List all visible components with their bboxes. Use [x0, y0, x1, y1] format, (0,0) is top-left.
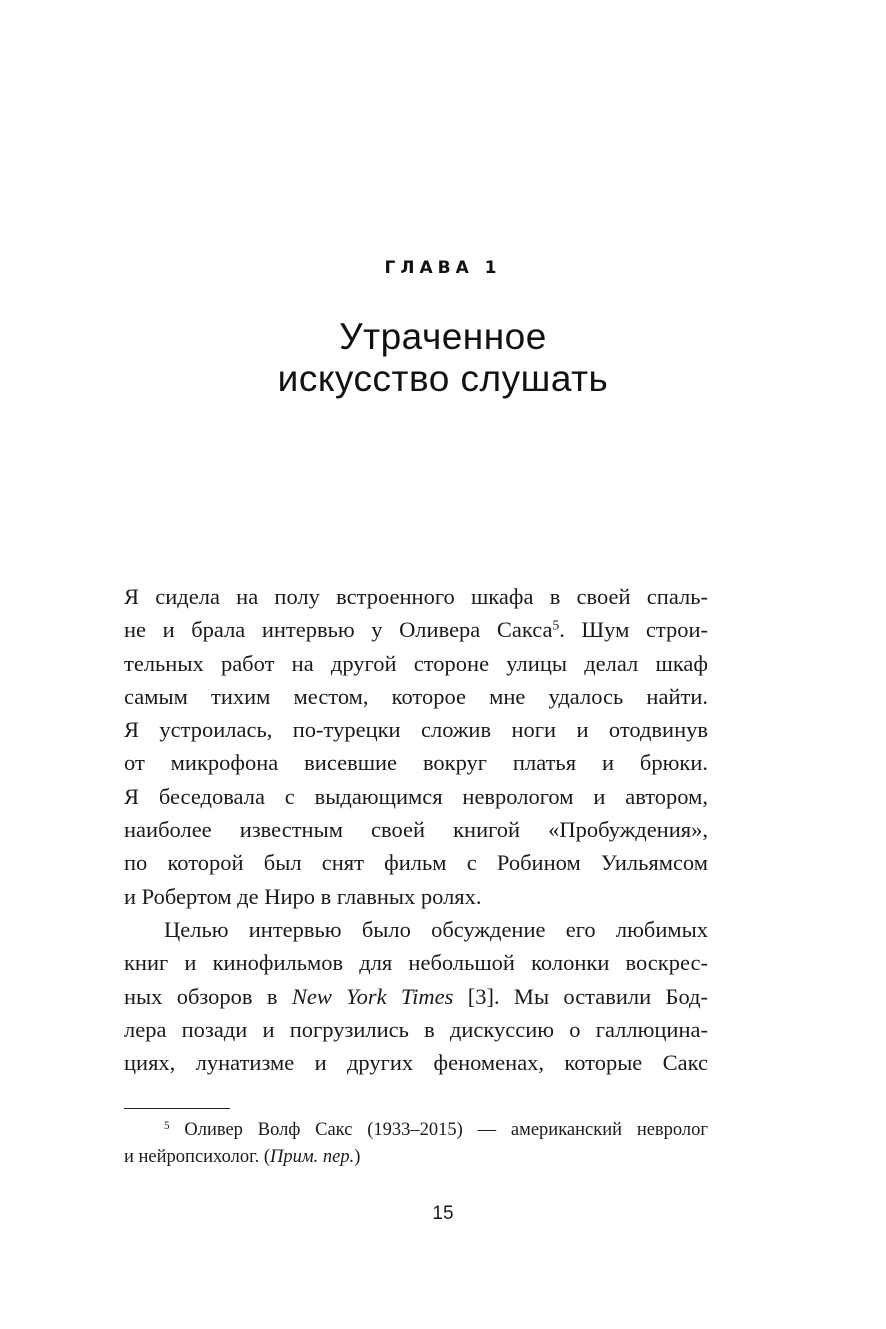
text-line: самым тихим местом, которое мне удалось найти.	[124, 683, 708, 709]
text-line: и Робертом де Ниро в главных ролях.	[124, 883, 482, 909]
footnote	[124, 1117, 708, 1171]
footnote-line	[124, 1144, 708, 1171]
text-fragment: не и брала интервью у Оливера Сакса	[124, 617, 553, 643]
footnote-marker: 5	[164, 1119, 170, 1132]
text-fragment: )	[354, 1147, 361, 1167]
text-line: по которой был снят фильм с Робином Уильямсом	[124, 850, 708, 876]
text-line: Я устроилась, по-турецки сложив ноги и отодвинув	[124, 717, 708, 743]
text-line: наиболее известным своей книгой «Пробуждения»,	[124, 817, 708, 843]
chapter-title	[0, 316, 886, 400]
text-line: Я сидела на полу встроенного шкафа в своей спаль-	[124, 584, 708, 609]
body-text	[124, 580, 708, 1079]
text-fragment: Оливер Волф Сакс (1933–2015) — американский невролог	[169, 1120, 708, 1140]
text-fragment: и нейропсихолог. (	[124, 1147, 270, 1167]
text-fragment: ных обзоров в	[124, 983, 292, 1009]
text-line: Я беседовала с выдающимся неврологом и автором,	[124, 783, 708, 809]
text-line: циях, лунатизме и других феноменах, которые Сакс	[124, 1050, 708, 1076]
text-line	[124, 980, 708, 1013]
text-line: Целью интервью было обсуждение его любимых	[164, 916, 708, 942]
text-line: тельных работ на другой стороне улицы делал шкаф	[124, 650, 708, 676]
footnote-ref[interactable]: 5	[552, 617, 560, 633]
footnote-line	[124, 1117, 708, 1144]
chapter-title-line-2: искусство слушать	[277, 358, 609, 399]
text-fragment: . Шум строи-	[559, 617, 708, 643]
publication-name: New York Times	[291, 983, 454, 1009]
text-line: от микрофона висевшие вокруг платья и брюки.	[124, 750, 708, 776]
text-line: лера позади и погрузились в дискуссию о галлюцина-	[124, 1016, 708, 1042]
chapter-label: ГЛАВА 1	[384, 258, 502, 278]
page-number: 15	[432, 1203, 454, 1224]
chapter-title-line-1: Утраченное	[339, 316, 547, 357]
text-line: книг и кинофильмов для небольшой колонки воскрес-	[124, 950, 708, 976]
translator-note: Прим. пер.	[270, 1147, 355, 1167]
text-line	[124, 613, 708, 646]
text-fragment: [3]. Мы оставили Бод-	[453, 983, 708, 1009]
footnote-divider	[124, 1108, 230, 1109]
